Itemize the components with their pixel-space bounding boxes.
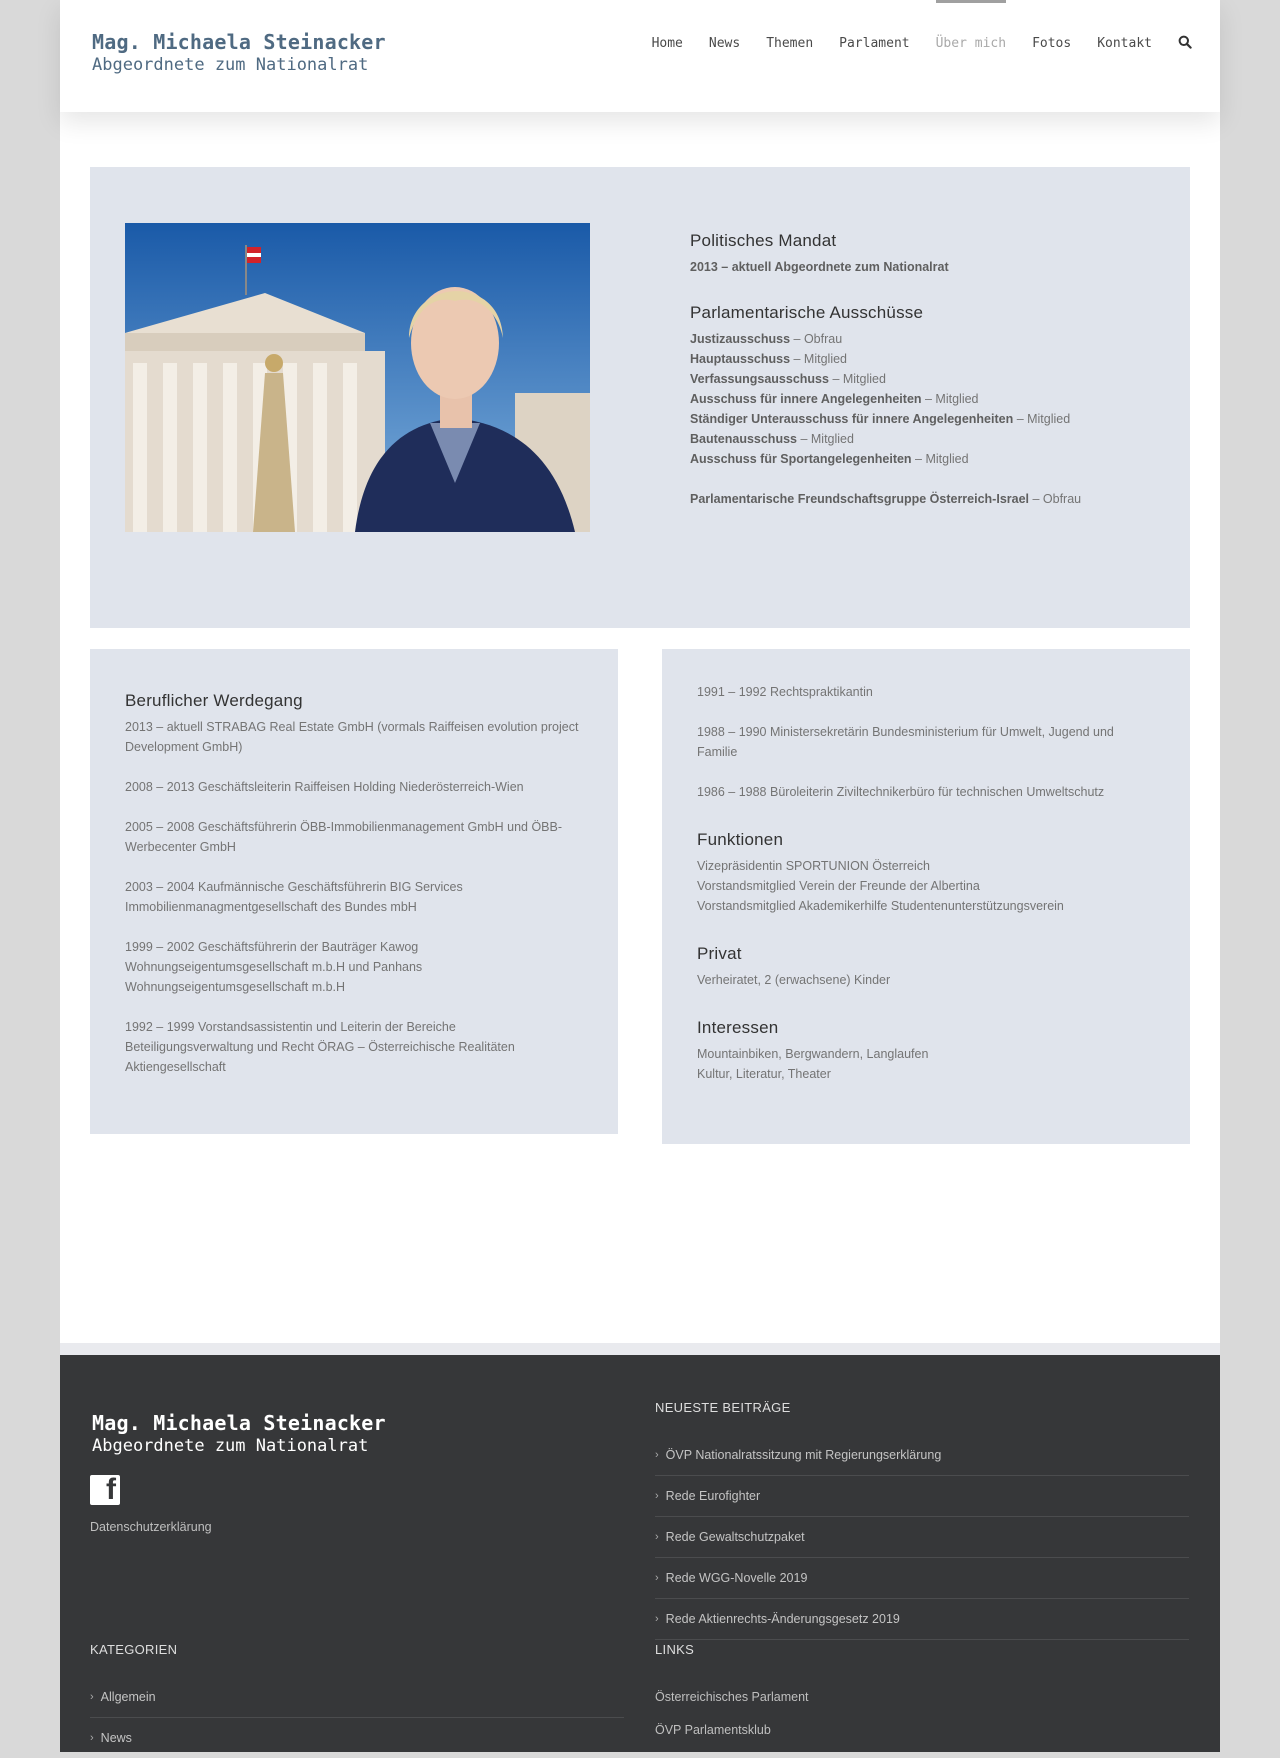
chevron-right-icon: › (655, 1572, 659, 1584)
nav-home[interactable]: Home (651, 36, 683, 51)
list-item: 2008 – 2013 Geschäftsleiterin Raiffeisen Holding Niederösterreich-Wien (125, 780, 524, 794)
committee-list (690, 329, 1160, 509)
list-item[interactable]: › ÖVP Nationalratssitzung mit Regierungserklärung (655, 1435, 1189, 1476)
list-item: Parlamentarische Freundschaftsgruppe Österreich-Israel – Obfrau (690, 492, 1082, 506)
chevron-right-icon: › (655, 1490, 659, 1502)
mandate-info (690, 231, 1160, 529)
link-parlament[interactable]: Österreichisches Parlament (655, 1690, 809, 1704)
list-item: Kultur, Literatur, Theater (697, 1067, 831, 1081)
details-panel (662, 649, 1190, 1144)
footer-divider (60, 1343, 1220, 1355)
career-panel (90, 649, 618, 1134)
list-item: Mountainbiken, Bergwandern, Langlaufen (697, 1047, 929, 1061)
mandate-line: 2013 – aktuell Abgeordnete zum Nationalrat (690, 260, 949, 274)
mandate-title: Politisches Mandat (690, 231, 837, 250)
list-item: Ausschuss für Sportangelegenheiten – Mitglied (690, 452, 969, 466)
mandate-panel (90, 167, 1190, 628)
chevron-right-icon: › (655, 1531, 659, 1543)
list-item: 2005 – 2008 Geschäftsführerin ÖBB-Immobilienmanagement GmbH und ÖBB-Werbecenter GmbH (125, 820, 563, 854)
list-item: 1988 – 1990 Ministersekretärin Bundesministerium für Umwelt, Jugend und Familie (697, 725, 1114, 759)
nav-themen[interactable]: Themen (766, 36, 814, 51)
chevron-right-icon: › (90, 1691, 94, 1703)
footer-logo-subtitle: Abgeordnete zum Nationalrat (92, 1436, 369, 1456)
list-item: 1986 – 1988 Büroleiterin Ziviltechnikerbüro für technischen Umweltschutz (697, 785, 1105, 799)
list-item: Vizepräsidentin SPORTUNION Österreich (697, 859, 930, 873)
recent-posts-title: NEUESTE BEITRÄGE (655, 1400, 791, 1415)
privacy-link[interactable]: Datenschutzerklärung (90, 1520, 212, 1534)
chevron-right-icon: › (655, 1449, 659, 1461)
footer-logo-name: Mag. Michaela Steinacker (92, 1411, 386, 1435)
portrait-photo (125, 223, 590, 532)
list-item[interactable]: › Rede Aktienrechts-Änderungsgesetz 2019 (655, 1599, 1189, 1640)
list-item: 1991 – 1992 Rechtspraktikantin (697, 685, 873, 699)
list-item: 2003 – 2004 Kaufmännische Geschäftsführerin BIG Services Immobilienmanagmentgesellschaft des Bundes mbH (125, 880, 463, 914)
list-item[interactable]: › Rede Gewaltschutzpaket (655, 1517, 1189, 1558)
list-item: Ausschuss für innere Angelegenheiten – Mitglied (690, 392, 979, 406)
logo-name: Mag. Michaela Steinacker (92, 30, 386, 54)
link-oevp-klub[interactable]: ÖVP Parlamentsklub (655, 1723, 771, 1737)
categories-title: KATEGORIEN (90, 1642, 178, 1657)
list-item: 1999 – 2002 Geschäftsführerin der Bauträger Kawog Wohnungseigentumsgesellschaft m.b.H und Panhans Wohnungseigentumsgesellschaft m.b.H (125, 940, 423, 994)
list-item[interactable]: › News (90, 1731, 132, 1745)
list-item: Ständiger Unterausschuss für innere Angelegenheiten – Mitglied (690, 412, 1071, 426)
list-item: 2013 – aktuell STRABAG Real Estate GmbH (vormals Raiffeisen evolution project Development GmbH) (125, 720, 579, 754)
site-logo[interactable] (92, 30, 386, 76)
private-title: Privat (697, 944, 742, 963)
list-item: Justizausschuss – Obfrau (690, 332, 843, 346)
nav-news[interactable]: News (708, 36, 741, 51)
nav-ueber-mich[interactable]: Über mich (936, 0, 1006, 90)
functions-title: Funktionen (697, 830, 784, 849)
logo-subtitle: Abgeordnete zum Nationalrat (92, 55, 369, 75)
page (60, 0, 1220, 1752)
categories-list (90, 1677, 624, 1758)
facebook-icon[interactable]: f (90, 1475, 120, 1505)
list-item: Vorstandsmitglied Akademikerhilfe Studentenunterstützungsverein (697, 899, 1064, 913)
list-item: 1992 – 1999 Vorstandsassistentin und Leiterin der Bereiche Beteiligungsverwaltung und Recht ÖRAG – Österreichische Realitäten Aktiengesellschaft (125, 1020, 515, 1074)
list-item[interactable]: › Rede WGG-Novelle 2019 (655, 1558, 1189, 1599)
footer-logo[interactable] (92, 1411, 386, 1457)
site-footer (60, 1355, 1220, 1752)
career-title: Beruflicher Werdegang (125, 691, 303, 710)
list-item[interactable]: › Allgemein (90, 1677, 624, 1718)
recent-posts-list (655, 1435, 1189, 1640)
site-header (60, 0, 1220, 112)
search-icon[interactable] (1178, 0, 1192, 90)
chevron-right-icon: › (655, 1613, 659, 1625)
list-item: Hauptausschuss – Mitglied (690, 352, 848, 366)
list-item: Verheiratet, 2 (erwachsene) Kinder (697, 973, 891, 987)
nav-kontakt[interactable]: Kontakt (1097, 36, 1152, 51)
links-title: LINKS (655, 1642, 695, 1657)
interests-title: Interessen (697, 1018, 779, 1037)
chevron-right-icon: › (90, 1732, 94, 1744)
committees-title: Parlamentarische Ausschüsse (690, 303, 924, 322)
nav-fotos[interactable]: Fotos (1032, 36, 1072, 51)
main-nav (626, 0, 1192, 90)
list-item[interactable]: › Rede Eurofighter (655, 1476, 1189, 1517)
list-item: Bautenausschuss – Mitglied (690, 432, 854, 446)
list-item: Verfassungsausschuss – Mitglied (690, 372, 886, 386)
list-item: Vorstandsmitglied Verein der Freunde der Albertina (697, 879, 980, 893)
nav-parlament[interactable]: Parlament (839, 36, 910, 51)
